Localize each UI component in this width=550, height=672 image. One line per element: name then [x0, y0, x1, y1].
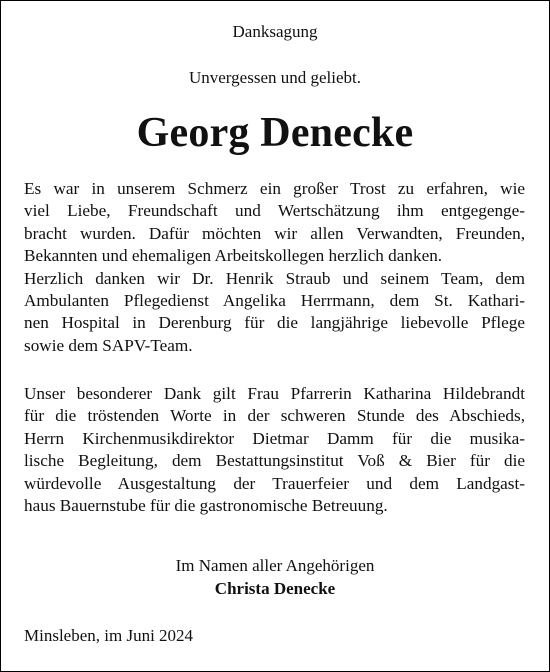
- text-line: haus Bauernstube für die gastronomische Betreuung.: [24, 496, 388, 516]
- notice-tagline: Unvergessen und geliebt.: [188, 68, 361, 87]
- text-line: viel Liebe, Freundschaft und Wertschätzung ihm entgegenge-: [24, 201, 525, 221]
- text-line: Bekannten und ehemaligen Arbeitskollegen herzlich danken.: [24, 246, 443, 266]
- text-line: bracht wurden. Dafür möchten wir allen Verwandten, Freunden,: [24, 223, 525, 243]
- notice-heading: Danksagung: [232, 22, 318, 41]
- text-line: Herzlich danken wir Dr. Henrik Straub und seinem Team, dem: [24, 268, 525, 288]
- thanks-paragraph-2: [24, 383, 525, 517]
- text-line: Herrn Kirchenmusikdirektor Dietmar Damm für die musika-: [24, 428, 525, 448]
- text-line: nen Hospital in Derenburg für die langjährige liebevolle Pflege: [24, 313, 525, 333]
- text-line: lische Begleitung, dem Bestattungsinstitut Voß & Bier für die: [24, 451, 525, 471]
- place-date: Minsleben, im Juni 2024: [24, 626, 194, 645]
- deceased-name: Georg Denecke: [136, 110, 414, 156]
- signer-name: Christa Denecke: [214, 579, 336, 598]
- text-line: würdevolle Ausgestaltung der Trauerfeier und dem Landgast-: [24, 473, 525, 493]
- thanks-paragraph-1: [24, 178, 525, 357]
- text-line: für die tröstenden Worte in der schweren Stunde des Abschieds,: [24, 406, 525, 426]
- closing-line: Im Namen aller Angehörigen: [175, 556, 375, 575]
- text-line: sowie dem SAPV-Team.: [24, 335, 193, 355]
- text-line: Unser besonderer Dank gilt Frau Pfarrerin Katharina Hildebrandt: [24, 384, 525, 403]
- text-line: Ambulanten Pflegedienst Angelika Herrmann, dem St. Kathari-: [24, 291, 525, 311]
- text-line: Es war in unserem Schmerz ein großer Trost zu erfahren, wie: [24, 179, 525, 198]
